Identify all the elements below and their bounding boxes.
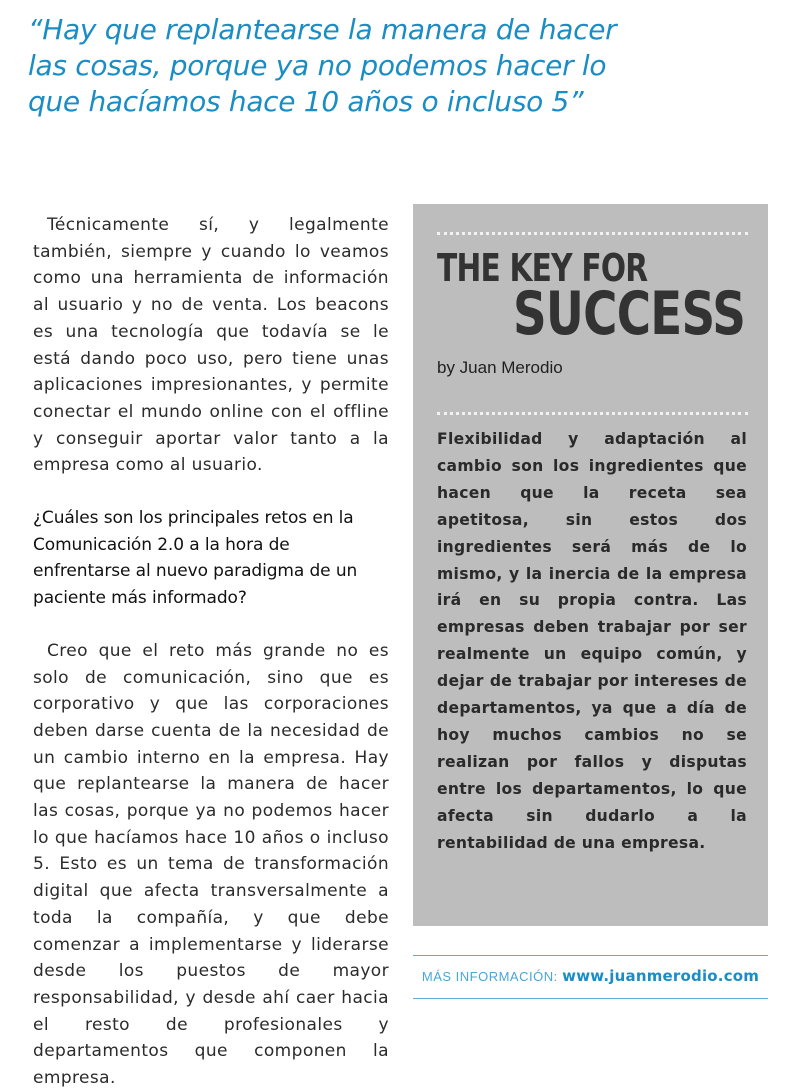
- more-info-bar: [413, 955, 768, 999]
- interview-question: ¿Cuáles son los principales retos en la Comunicación 2.0 a la hora de enfrentarse al nuevo paradigma de un paciente más informado?: [33, 508, 358, 609]
- dotted-divider-middle: [437, 412, 748, 415]
- brand-line-2: SUCCESS: [513, 279, 746, 349]
- sidebar-body: Flexibilidad y adaptación al cambio son los ingredientes que hacen que la receta sea apetitosa, sin estos dos ingredientes será más de lo mismo, y la inercia de la empresa irá en su propia contra. Las empresas deben trabajar por ser realmente un equipo común, y dejar de trabajar por intereses de departamentos, ya que a día de hoy muchos cambios no se realizan por fallos y disputas entre los departamentos, lo que afecta sin dudarlo a la rentabilidad de una empresa.: [437, 430, 747, 852]
- sidebar-box: [413, 204, 768, 926]
- brand-line-1: THE KEY FOR: [437, 246, 648, 290]
- pull-quote: “Hay que replantearse la manera de hacer las cosas, porque ya no podemos hacer lo que hacíamos hace 10 años o incluso 5”: [28, 13, 617, 118]
- more-info-label: MÁS INFORMACIÓN:: [421, 969, 558, 984]
- dotted-divider-top: [437, 232, 748, 235]
- key-for-success-logo: [437, 246, 746, 349]
- article-paragraph-1: Técnicamente sí, y legalmente también, siempre y cuando lo veamos como una herramienta de información al usuario y no de venta. Los beacons es una tecnología que todavía se le está dando poco uso, pero tiene unas aplicaciones impresionantes, y permite conectar el mundo online con el offline y conseguir aportar valor tanto a la empresa como al usuario.: [33, 215, 389, 476]
- article-body: [33, 212, 389, 1092]
- byline: by Juan Merodio: [437, 358, 563, 377]
- article-paragraph-2: Creo que el reto más grande no es solo de comunicación, sino que es corporativo y que las corporaciones deben darse cuenta de la necesidad de un cambio interno en la empresa. Hay que replantearse la manera de hacer las cosas, porque ya no podemos hacer lo que hacíamos hace 10 años o incluso 5. Esto es un tema de transformación digital que afecta transversalmente a toda la compañía, y que debe comenzar a implementarse y liderarse desde los puestos de mayor responsabilidad, y desde ahí caer hacia el resto de profesionales y departamentos que componen la empresa.: [33, 640, 389, 1089]
- website-link[interactable]: www.juanmerodio.com: [562, 967, 760, 985]
